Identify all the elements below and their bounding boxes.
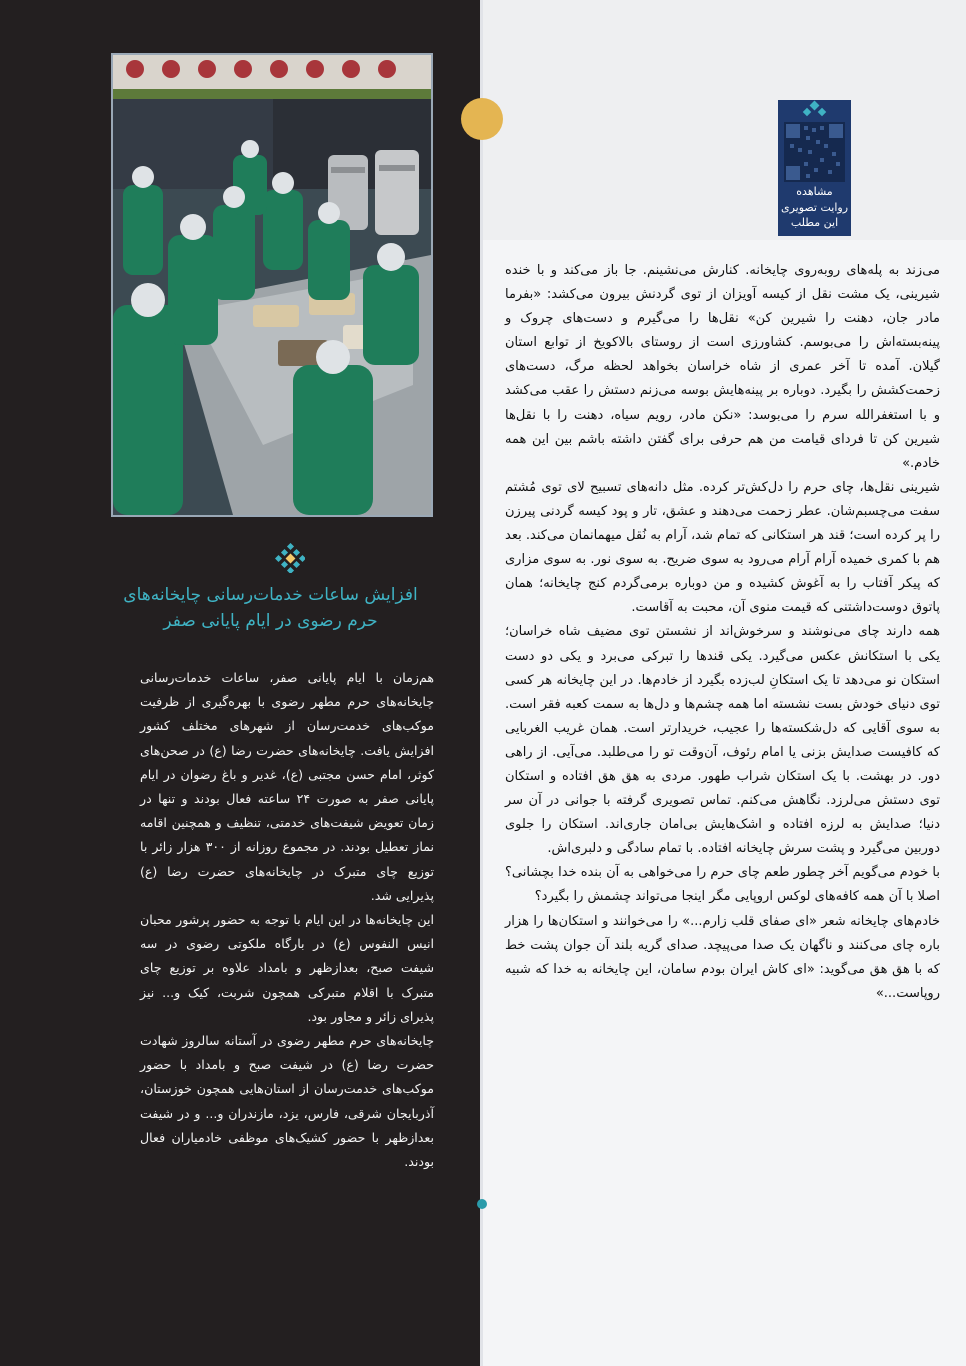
story-paragraph: همه دارند چای می‌نوشند و سرخوش‌اند از نشستن توی مضیف شاه خراسان؛ یکی با استکانش عکس می‌گیرد. یکی قندها را تبرکی می‌برد و یکی دو دست استکان نو می‌دهد تا یک استکانِ لب‌زده بگیرد از خادم‌ها. در این چایخانه هر کسی توی دنیای خودش بست نشسته اما همه چشم‌ها و دل‌ها به سمت کعبه فقر است. به سوی آقایی که دل‌شکسته‌ها را عجیب، خریدارتر است. همان غریب الغربایی که کافیست صدایش بزنی یا امام رئوف، آن‌وقت تو را می‌طلبد. می‌آیی. از راهی دور. در بهشت. با یک استکان شراب طهور. مردی به هق هق افتاده و استکان توی دستش می‌لرزد. نگاهش می‌کنم. تماس تصویری گرفته با جوانی در آن سر دنیا؛ صدایش به لرزه افتاده و اشک‌هایش بی‌امان جاری‌اند. استکان را جلوی دوربین می‌گیرد و پشت سرش چایخانه افتاده. با تمام سادگی و دلبری‌اش. [505,624,940,857]
story-paragraph: با خودم می‌گویم آخر چطور طعم چای حرم را می‌خواهی به آن بنده خدا بچشانی؟ اصلا با آن همه کافه‌های لوکس اروپایی مگر اینجا می‌تواند چشمش را بگیرد؟ [505,865,940,905]
news-paragraph: هم‌زمان با ایام پایانی صفر، ساعات خدمات‌رسانی چایخانه‌های حرم مطهر رضوی با بهره‌گیری از ظرفیت موکب‌های خدمت‌رسان از شهرهای مختلف کشور افزایش یافت. چایخانه‌های حضرت رضا (ع) در صحن‌های کوثر، امام حسن مجتبی (ع)، غدیر و باغ رضوان در ایام پایانی صفر به صورت ۲۴ ساعته فعال بودند و تنها در زمان تعویض شیفت‌های خدمتی، تنظیف و همچنین اقامه نماز تعطیل بودند. در مجموع روزانه از ۳۰۰ هزار زائر با توزیع چای متبرک در چایخانه‌های حضرت رضا (ع) پذیرایی شد. [140,670,434,903]
story-paragraph: می‌زند به پله‌های روبه‌روی چایخانه. کنارش می‌نشینم. جا باز می‌کند و با خنده شیرینی، یک مشت نقل از کیسه آویزان از توی گردنش بیرون می‌کشد: «بفرما مادر جان، دهنت را شیرین کن» نقل‌ها را می‌گیرم و دست‌های چروک و پینه‌بسته‌اش را می‌بوسم. کشاورزی است از روستای بالاکویخ از توابع استان گیلان. آمده تا آخر عمری از شاه خراسان بخواهد لحظه مرگ، دست‌های زحمت‌کشش را بگیرد. دوباره بر پینه‌هایش بوسه می‌زنم دستش را عقب می‌کشد و با استغفرالله سرم را می‌بوسد: «نکن مادر، رویم سیاه، دهنت را با نقل‌ها شیرین کن تا فردای قیامت من هم حرفی برای گفتن داشته باشم بین این همه خادم.» [505,263,940,471]
qr-label: مشاهده روایت تصویری این مطلب [780,185,849,229]
diamond-ornament-icon [275,543,305,573]
story-paragraph: شیرینی نقل‌ها، چای حرم را دل‌کش‌تر کرده. مثل دانه‌های تسبیح لای توی مُشتم سفت می‌چسبم‌شان. عطر زحمت می‌دهند و عشق، تار و پود کیسه گردنی پیرزن را پر کرده است؛ قند هر استکانی که تمام شد، آرام به نُقل میهمانمان می‌کند. بعد هم با کمری خمیده آرام آرام می‌رود به سوی ضریح. به سوی نور. به سوی مزاری که پیکر آفتاب را به آغوش کشیده و من دوباره برمی‌گردم کنج چایخانه؛ همان پاتوق دوست‌داشتنی که قیمت منوی آن، محبت به آقاست. [505,479,940,616]
sidebar-news-text [140,666,434,1174]
gold-circle-decoration [461,98,503,140]
news-paragraph: چایخانه‌های حرم مطهر رضوی در آستانه سالروز شهادت حضرت رضا (ع) در شیفت صبح و بامداد با حضور موکب‌های خدمت‌رسان از استان‌هایی همچون خوزستان، آذربایجان شرقی، فارس، یزد، مازندران و... و در شیفت بعدازظهر با حضور کشیک‌های موظفی خادمیاران فعال بودند. [140,1033,434,1170]
news-paragraph: این چایخانه‌ها در این ایام با توجه به حضور پرشور محبان انیس النفوس (ع) در بارگاه ملکوتی رضوی در سه شیفت صبح، بعدازظهر و بامداد علاوه بر توزیع چای متبرک با اقلام متبرکی همچون شربت، کیک و... نیز پذیرای زائر و مجاور بود. [140,912,434,1024]
story-text [505,259,940,1006]
tea-house-photo [111,53,433,517]
sidebar-heading: افزایش ساعات خدمات‌رسانی چایخانه‌های حرم رضوی در ایام پایانی صفر [123,585,418,631]
teal-dot-decoration [477,1199,487,1209]
story-paragraph: خادم‌های چایخانه شعر «ای صفای قلب زارم...» را می‌خوانند و استکان‌ها را هزار باره چای می‌کنند و ناگهان یک صدا می‌پیچد. صدای گریه بلند آن جوان پشت خط که با هق هق می‌گوید: «ای کاش ایران بودم سامان، این چایخانه به خدا که شبیه روپاست...» [505,913,940,1001]
